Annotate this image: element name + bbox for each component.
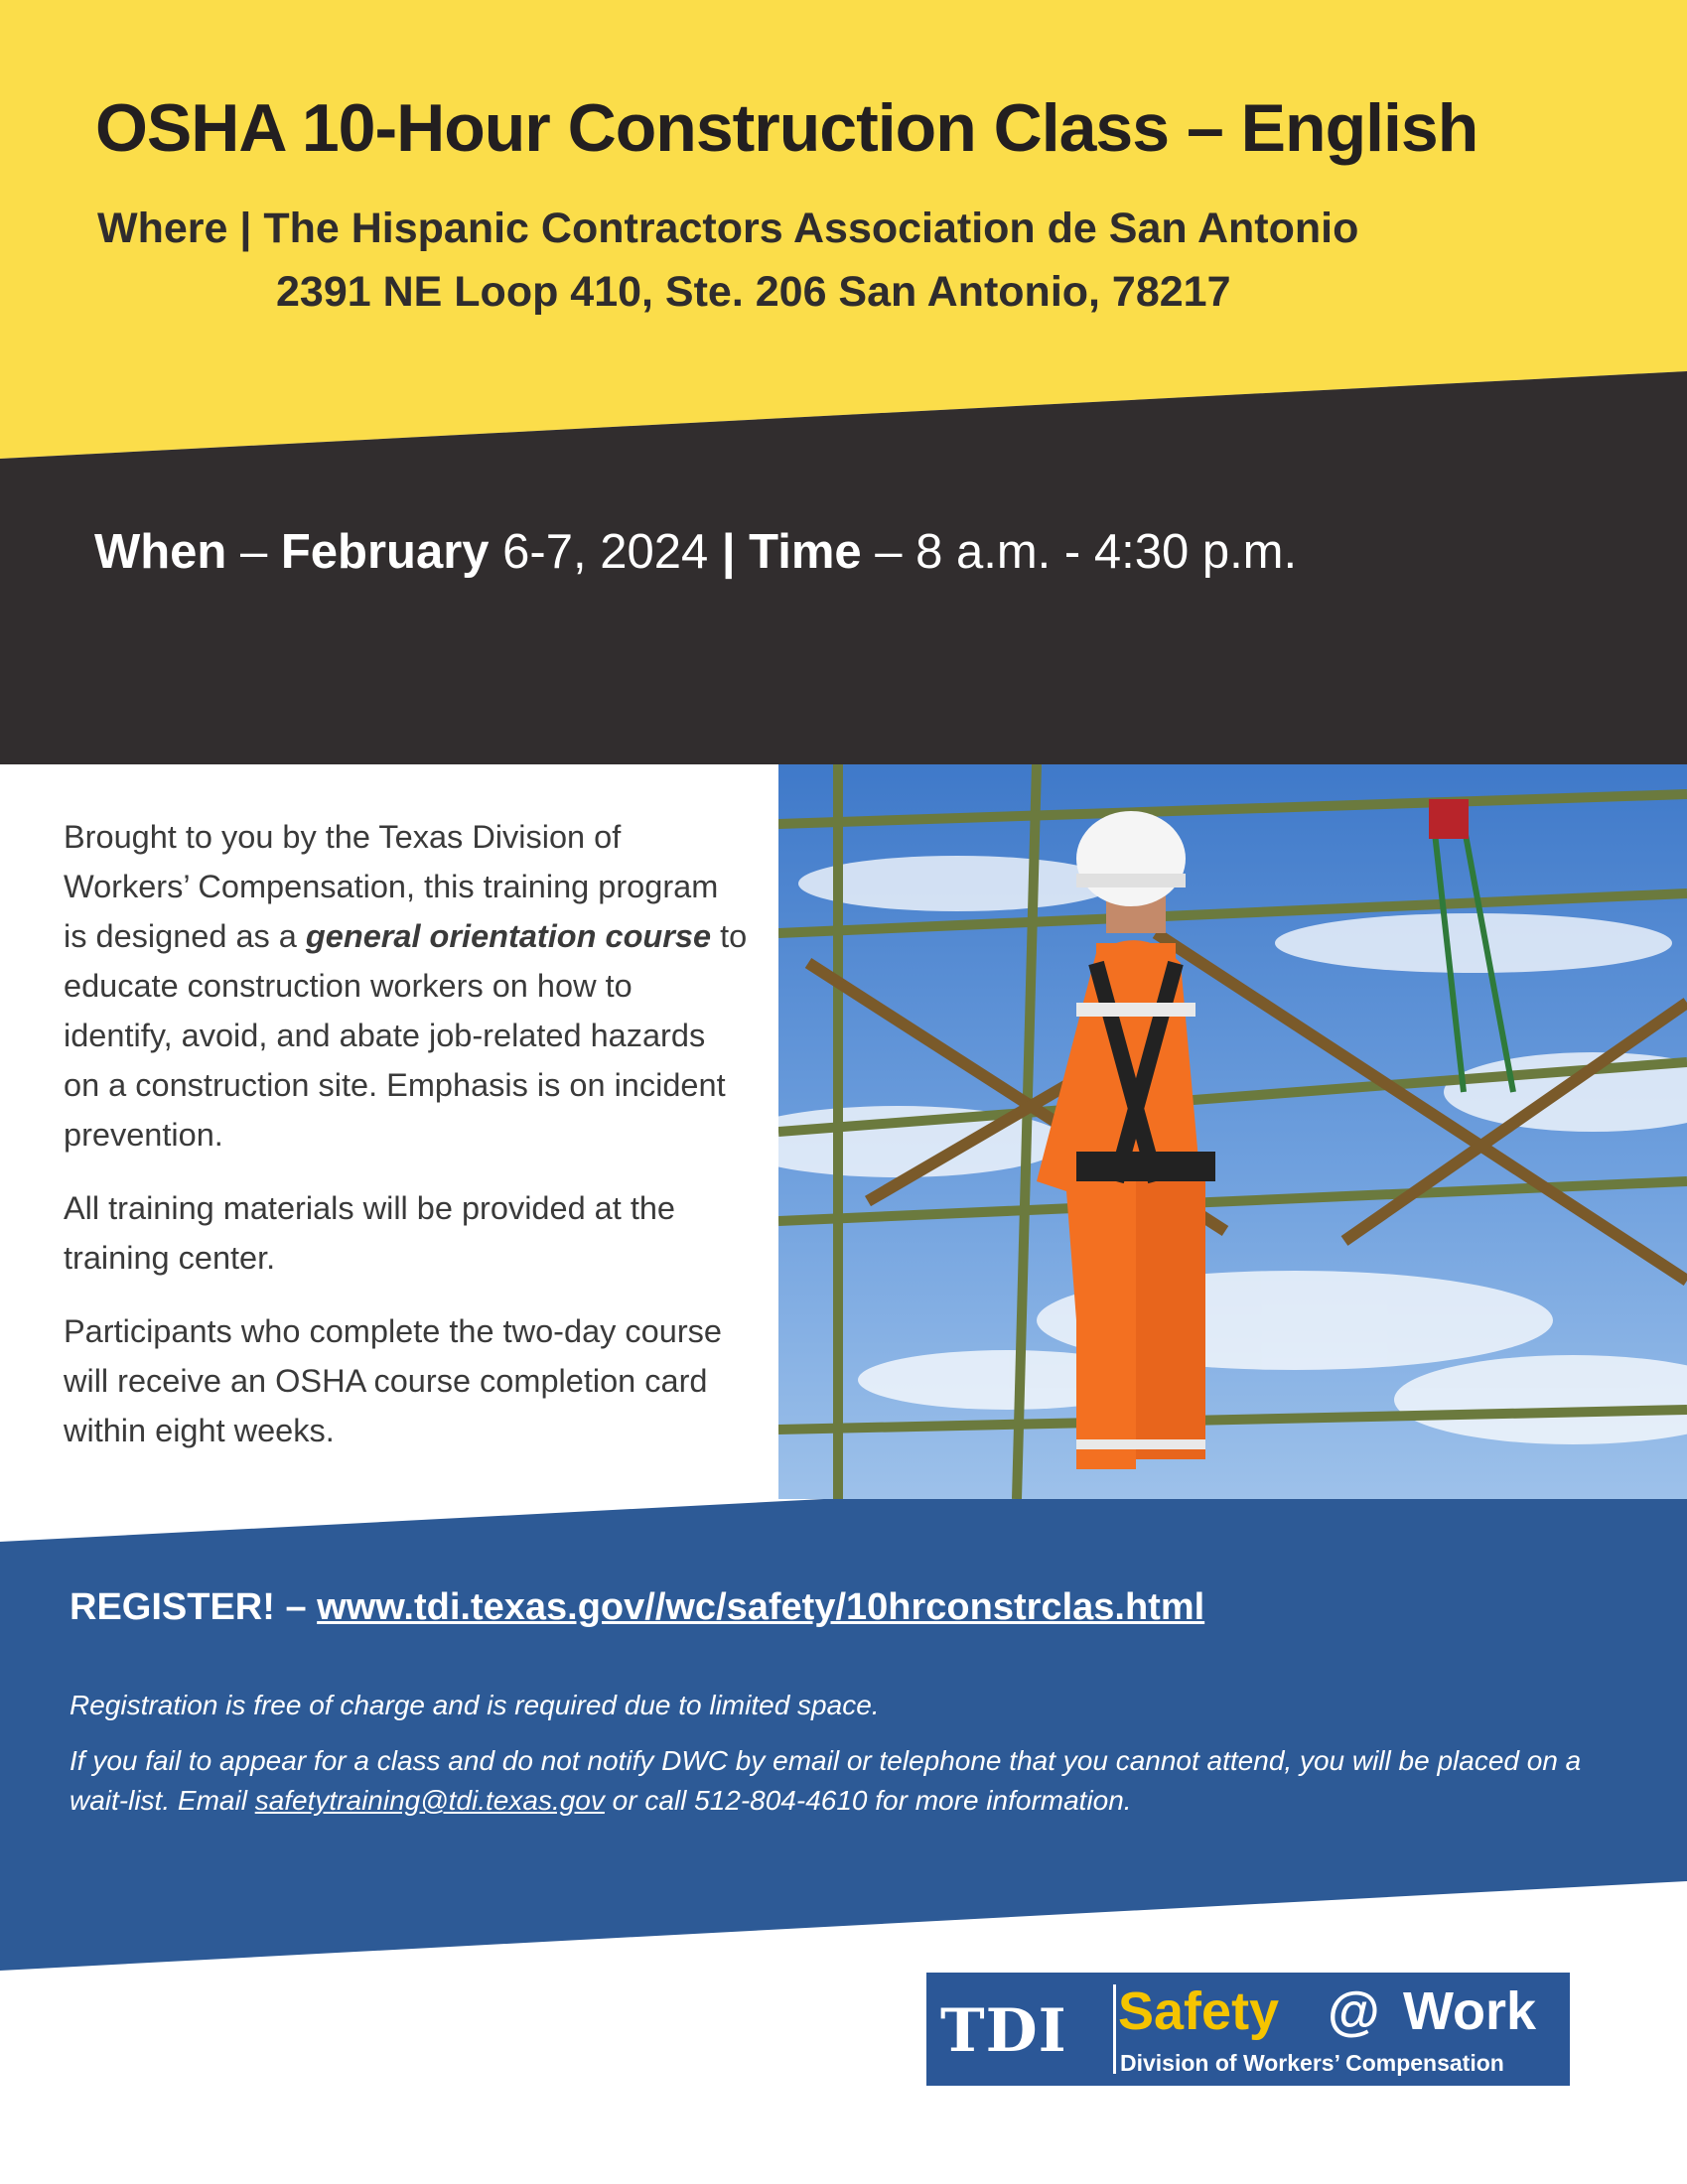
register-link[interactable]: www.tdi.texas.gov//wc/safety/10hrconstrclas.html (317, 1586, 1205, 1628)
logo-tdi: TDI (940, 1996, 1067, 2066)
logo-divider (1113, 1984, 1116, 2074)
logo-safety: Safety (1118, 1981, 1280, 2041)
schedule-separator: | (721, 525, 750, 579)
no-show-text-b: or call 512-804-4610 for more information. (604, 1785, 1132, 1816)
when-dash: – (226, 525, 281, 579)
schedule-line (94, 524, 1297, 580)
logo-work: Work (1403, 1981, 1537, 2041)
month: February (280, 525, 490, 579)
p1-text-b: to educate construction workers on how to identify, avoid, and abate job-related hazards on a construction site. Emphasis is on incident prevention. (64, 918, 748, 1153)
when-label: When (94, 525, 227, 579)
time-label: Time (749, 525, 862, 579)
where-label: Where (97, 205, 228, 252)
p1-text-a: Brought to you by the Texas Division of Workers’ Compensation, this training program is designed as a (64, 819, 719, 954)
page-title: OSHA 10-Hour Construction Class – English (95, 90, 1478, 166)
time-dash: – (861, 525, 916, 579)
registration-free-note: Registration is free of charge and is required due to limited space. (70, 1690, 880, 1720)
description-paragraph-2: All training materials will be provided at the training center. (64, 1190, 675, 1276)
tdi-safety-at-work-logo (926, 1973, 1570, 2086)
no-show-text-a: If you fail to appear for a class and do not notify DWC by email or telephone that you cannot attend, you will be placed on a wait-list. Email (70, 1745, 1582, 1816)
register-dash: – (274, 1586, 318, 1628)
location-venue (97, 205, 1358, 253)
worker-scaffold-photo (778, 764, 1687, 1499)
email-link[interactable]: safetytraining@tdi.texas.gov (254, 1785, 605, 1816)
description-paragraph-3: Participants who complete the two-day course will receive an OSHA course completion card within eight weeks. (64, 1313, 722, 1448)
logo-at-hardhat-icon: @ (1328, 1981, 1380, 2041)
course-type-emphasis: general orientation course (305, 918, 712, 954)
logo-division-name: Division of Workers’ Compensation (1120, 2050, 1504, 2076)
no-show-policy-note (70, 1741, 1638, 1821)
description-paragraph-1 (64, 812, 749, 1160)
description (64, 812, 749, 1479)
where-separator: | (227, 205, 264, 252)
location-address: 2391 NE Loop 410, Ste. 206 San Antonio, 78217 (276, 268, 1231, 316)
register-line (70, 1586, 1204, 1629)
register-label: REGISTER! (70, 1586, 275, 1628)
venue-name: The Hispanic Contractors Association de San Antonio (263, 205, 1359, 252)
dates: 6-7, 2024 (489, 525, 722, 579)
time-value: 8 a.m. - 4:30 p.m. (915, 525, 1298, 579)
